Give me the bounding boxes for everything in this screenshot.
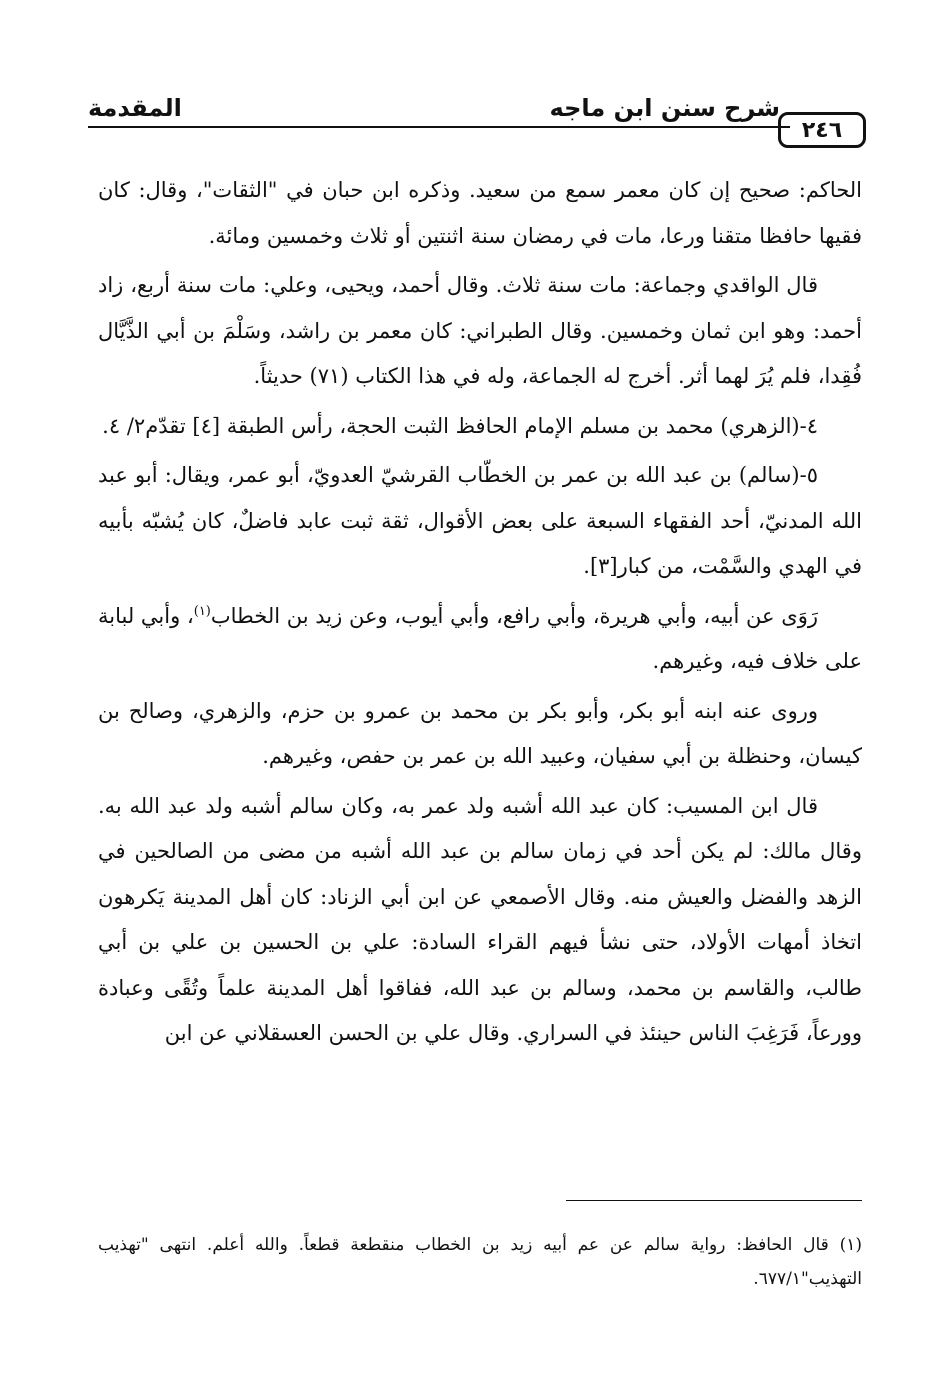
header-rule [88,126,790,128]
paragraph [98,594,862,685]
page-number: ٢٤٦ [778,112,866,148]
page-header [88,84,866,142]
book-title: شرح سنن ابن ماجه [549,94,780,122]
footnote-ref[interactable]: (١) [193,603,211,619]
footnote: (١) قال الحافظ: رواية سالم عن عم أبيه زيد بن الخطاب منقطعة قطعاً. والله أعلم. انتهى "تهذيب التهذيب"٦٧٧/١. [98,1235,862,1289]
paragraph: ٤-(الزهري) محمد بن مسلم الإمام الحافظ الثبت الحجة، رأس الطبقة [٤] تقدّم٢/ ٤. [102,413,818,438]
paragraph: قال ابن المسيب: كان عبد الله أشبه ولد عمر به، وكان سالم أشبه ولد عبد الله به. وقال مالك: لم يكن أحد في زمان سالم بن عبد الله أشبه من مضى من الصالحين في الزهد والفضل والعيش منه. وقال الأصمعي عن ابن أبي الزناد: كان أهل المدينة يَكرهون اتخاذ أمهات الأولاد، حتى نشأ فيهم القراء السادة: علي بن الحسين بن علي بن أبي طالب، والقاسم بن محمد، وسالم بن عبد الله، ففاقوا أهل المدينة علماً وتُقًى وعبادة وورعاً، فَرَغِبَ الناس حينئذ في السراري. وقال علي بن الحسن العسقلاني عن ابن [98,793,862,1045]
paragraph-text: رَوَى عن أبيه، وأبي هريرة، وأبي رافع، وأبي أيوب، وعن زيد بن الخطاب [210,603,818,628]
footnote-separator [566,1200,862,1201]
paragraph-text: وأبي لبابة على خلاف فيه، وغيرهم. [98,603,862,673]
main-text [98,168,862,1061]
paragraph: ٥-(سالم) بن عبد الله بن عمر بن الخطّاب القرشيّ العدويّ، أبو عمر، ويقال: أبو عبد الله المدنيّ، أحد الفقهاء السبعة على بعض الأقوال، ثقة ثبت عابد فاضلٌ، كان يُشبّه بأبيه في الهدي والسَّمْت، من كبار[٣]. [98,463,862,578]
paragraph: وروى عنه ابنه أبو بكر، وأبو بكر بن محمد بن عمرو بن حزم، والزهري، وصالح بن كيسان، وحنظلة بن أبي سفيان، وعبيد الله بن عمر بن حفص، وغيرهم. [98,698,862,768]
footnotes [98,1228,862,1296]
section-title: المقدمة [88,94,182,122]
paragraph: الحاكم: صحيح إن كان معمر سمع من سعيد. وذكره ابن حبان في "الثقات"، وقال: كان فقيها حافظا متقنا ورعا، مات في رمضان سنة اثنتين أو ثلاث وخمسين ومائة. [98,178,862,248]
paragraph-text-tail: ، [186,603,194,628]
paragraph: قال الواقدي وجماعة: مات سنة ثلاث. وقال أحمد، ويحيى، وعلي: مات سنة أربع، زاد أحمد: وهو ابن ثمان وخمسين. وقال الطبراني: كان معمر بن راشد، وسَلْمَ بن أبي الذَّيَّال فُقِدا، فلم يُرَ لهما أثر. أخرج له الجماعة، وله في هذا الكتاب (٧١) حديثاً. [98,273,862,388]
